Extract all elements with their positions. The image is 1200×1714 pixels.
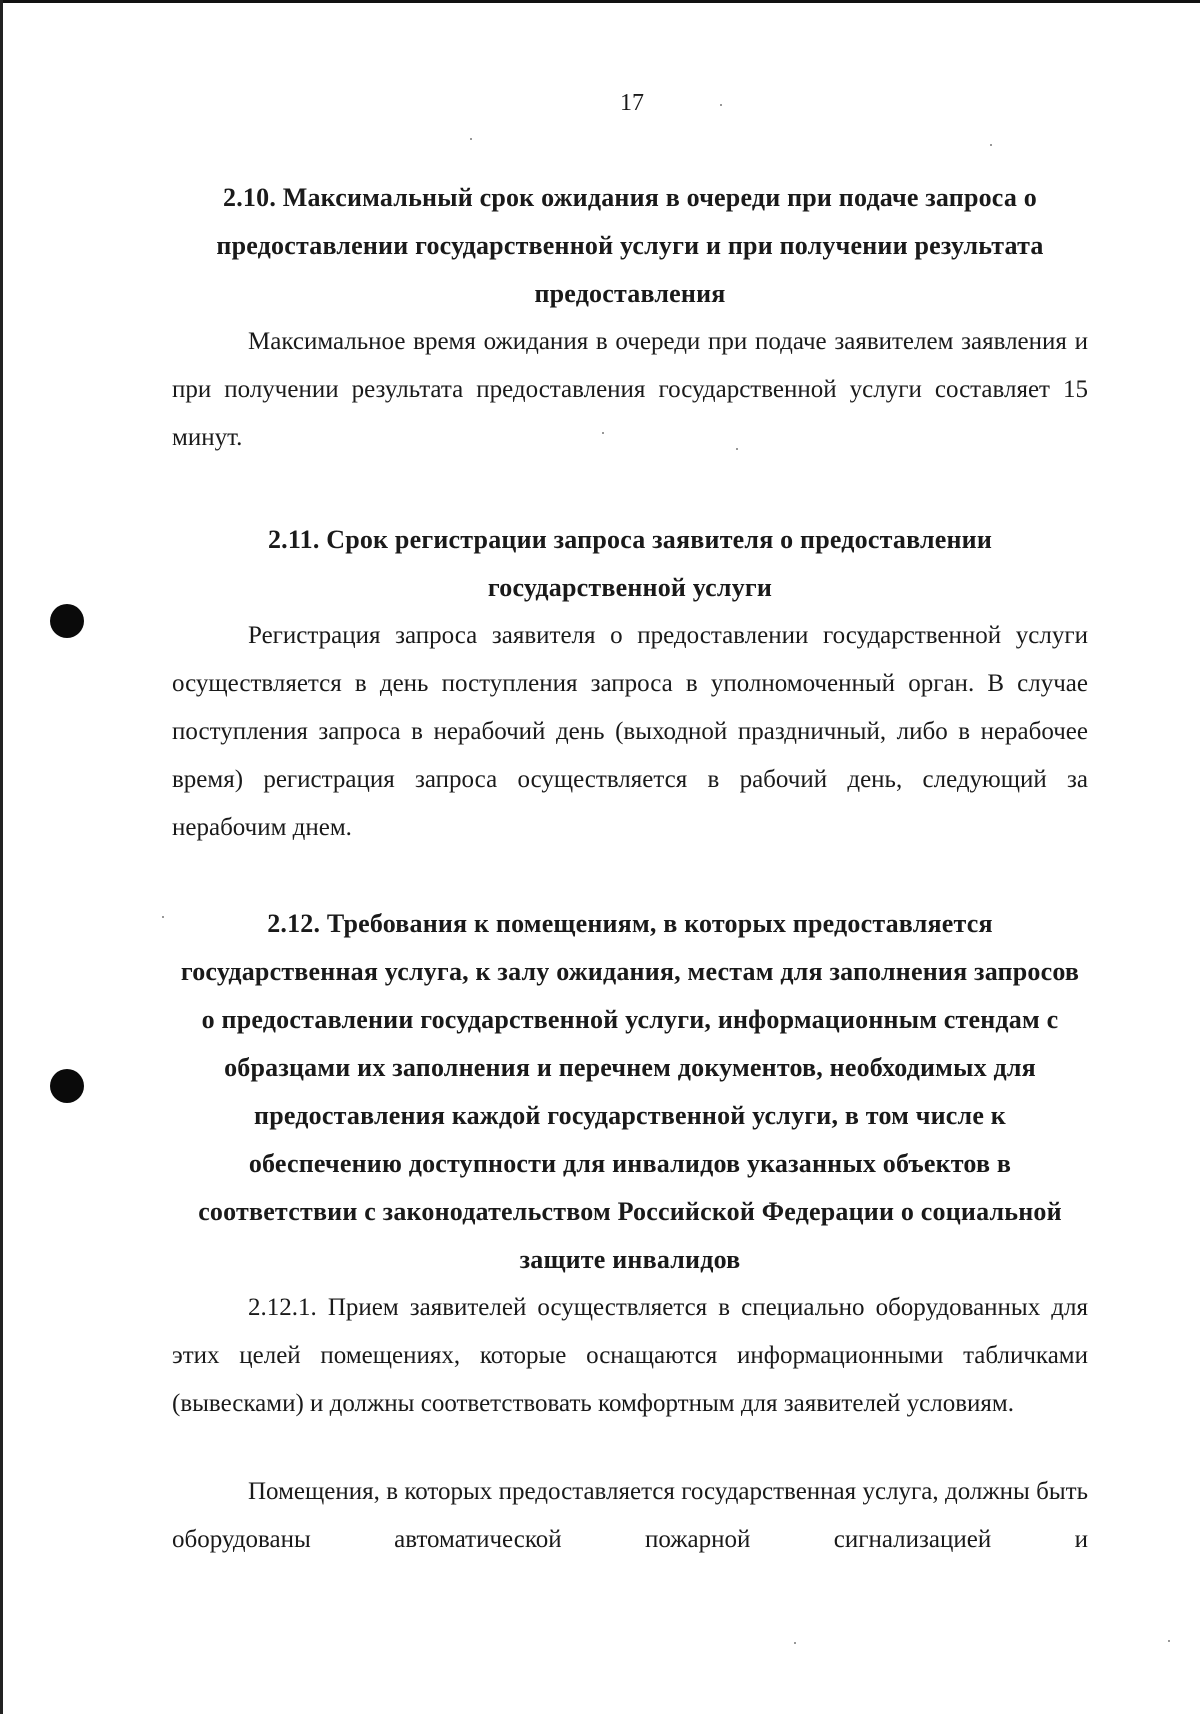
scan-speck — [470, 138, 472, 140]
section-heading: 2.11. Срок регистрации запроса заявителя о предоставлении государственной услуги — [267, 525, 993, 602]
section-paragraph: 2.12.1. Прием заявителей осуществляется в специально оборудованных для этих целей помещениях, которые оснащаются информационными табличками (вывесками) и должны соответствовать комфортным для заявителей условиям. — [172, 1294, 1088, 1417]
section-2-11 — [172, 516, 1088, 852]
section-heading: 2.12. Требования к помещениям, в которых предоставляется государственная услуга, к залу ожидания, местам для заполнения запросов о предоставлении государственной услуги, информационным стендам с образцами их заполнения и перечнем документов, необходимых для предоставления каждой государственной услуги, в том числе к обеспечению доступности для инвалидов указанных объектов в соответствии с законодательством Российской Федерации о социальной защите инвалидов — [180, 909, 1080, 1274]
scan-speck — [1168, 1640, 1170, 1642]
page-number: 17 — [620, 90, 644, 116]
scan-speck — [990, 144, 992, 146]
scan-speck — [162, 916, 164, 918]
section-2-12-continued — [172, 1468, 1088, 1564]
section-paragraph: Регистрация запроса заявителя о предоставлении государственной услуги осуществляется в день поступления запроса в уполномоченный орган. В случае поступления запроса в нерабочий день (выходной праздничный, либо в нерабочее время) регистрация запроса осуществляется в рабочий день, следующий за нерабочим днем. — [172, 622, 1088, 841]
scan-speck — [794, 1642, 796, 1644]
section-2-12 — [172, 900, 1088, 1428]
page-left-edge — [0, 0, 3, 1714]
punch-hole-mark — [50, 604, 84, 638]
section-heading: 2.10. Максимальный срок ожидания в очереди при подаче запроса о предоставлении государственной услуги и при получении результата предоставления — [216, 183, 1044, 308]
page-top-edge — [0, 0, 1200, 3]
section-paragraph: Помещения, в которых предоставляется государственная услуга, должны быть оборудованы автоматической пожарной сигнализацией и — [172, 1478, 1088, 1553]
section-2-10 — [172, 174, 1088, 462]
punch-hole-mark — [50, 1069, 84, 1103]
section-paragraph: Максимальное время ожидания в очереди при подаче заявителем заявления и при получении результата предоставления государственной услуги составляет 15 минут. — [172, 328, 1088, 451]
